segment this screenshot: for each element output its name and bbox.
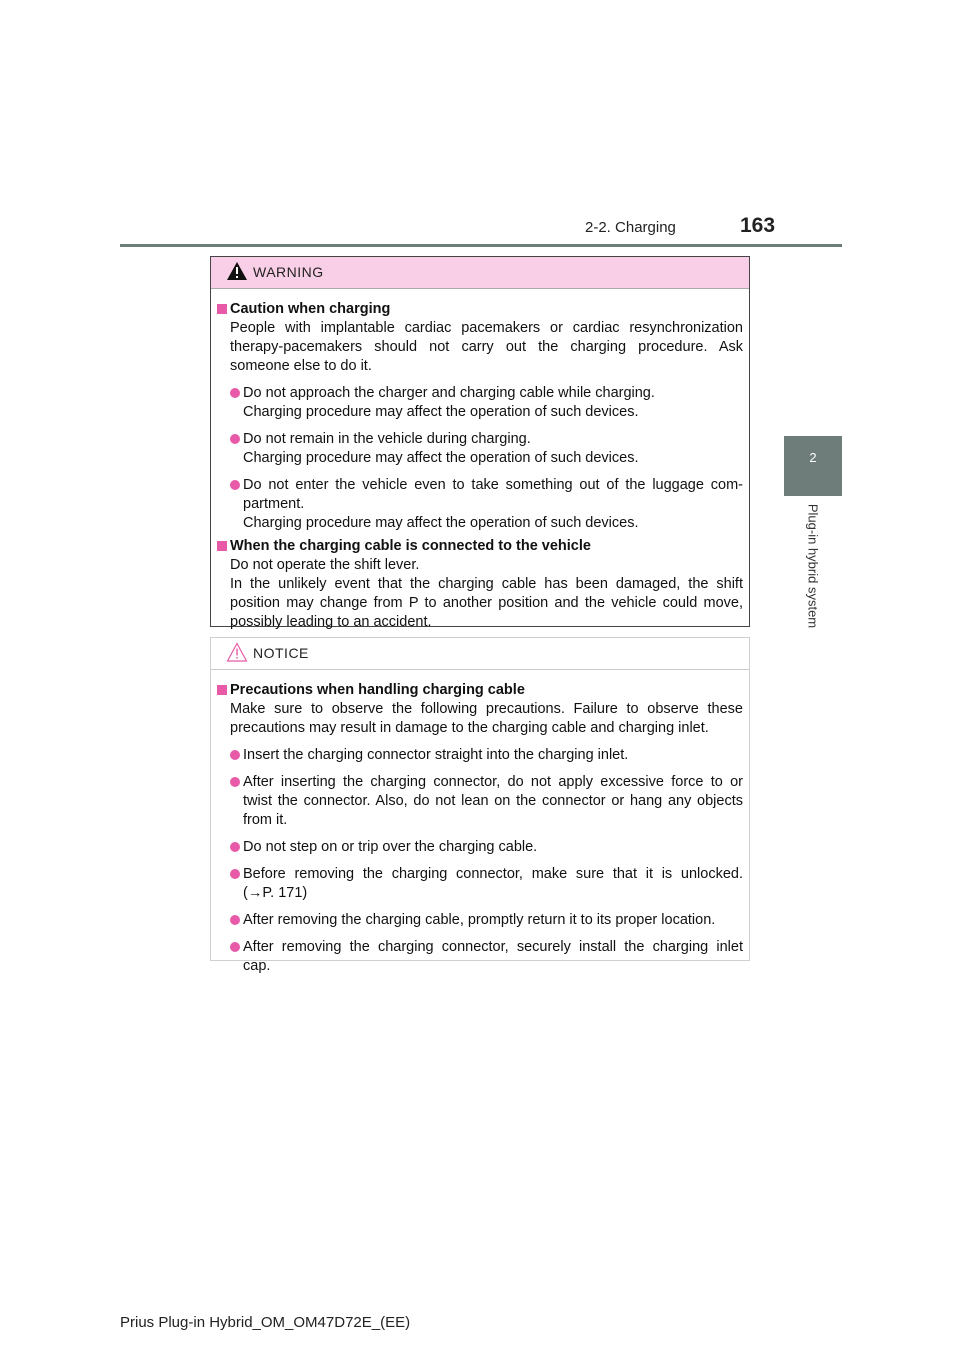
list-item: After removing the charging cable, promptly return it to its proper location. [217, 911, 743, 930]
round-bullet-icon [230, 777, 240, 787]
round-bullet-icon [230, 869, 240, 879]
notice-header [211, 638, 749, 670]
list-item: After inserting the charging connector, do not apply excessive force to or twist the connector. Also, do not lean on the connector or hang any objects from it. [217, 773, 743, 830]
warning-body [211, 289, 749, 632]
warning-triangle-icon [226, 261, 248, 281]
section-heading: Precautions when handling charging cable [217, 681, 743, 700]
list-item: Insert the charging connector straight into the charging inlet. [217, 746, 743, 765]
header-divider [120, 244, 842, 247]
list-item: Do not remain in the vehicle during charging. Charging procedure may affect the operation of such devices. [217, 430, 743, 468]
page-number: 163 [740, 214, 776, 237]
caution-triangle-icon [226, 642, 248, 662]
notice-body [211, 670, 749, 976]
section-paragraph: Do not operate the shift lever. In the unlikely event that the charging cable has been damaged, the shift position may change from P to another position and the vehicle could move, possibly leading to an accident. [230, 557, 743, 630]
section-paragraph: Make sure to observe the following precautions. Failure to observe these precautions may result in damage to the charging cable and charging inlet. [230, 701, 743, 736]
section-heading: Caution when charging [217, 300, 743, 319]
footer-doc-id: Prius Plug-in Hybrid_OM_OM47D72E_(EE) [120, 1314, 411, 1331]
section-heading: When the charging cable is connected to the vehicle [217, 537, 743, 556]
list-item: Do not step on or trip over the charging cable. [217, 838, 743, 857]
section-paragraph: People with implantable cardiac pacemakers or cardiac resynchronization therapy-pacemakers should not carry out the charging procedure. Ask someone else to do it. [230, 320, 743, 374]
notice-label: NOTICE [253, 645, 309, 661]
warning-label: WARNING [253, 264, 324, 280]
chapter-label: Plug-in hybrid system [805, 503, 821, 629]
square-bullet-icon [217, 685, 227, 695]
round-bullet-icon [230, 842, 240, 852]
square-bullet-icon [217, 541, 227, 551]
round-bullet-icon [230, 434, 240, 444]
chapter-tab: 2 [784, 436, 842, 496]
round-bullet-icon [230, 388, 240, 398]
warning-box [210, 256, 750, 630]
square-bullet-icon [217, 304, 227, 314]
warning-header [211, 257, 749, 289]
list-item: After removing the charging connector, securely install the charging inlet cap. [217, 938, 743, 976]
round-bullet-icon [230, 480, 240, 490]
round-bullet-icon [230, 942, 240, 952]
list-item: Before removing the charging connector, make sure that it is unlocked. (→P. 171) [217, 865, 743, 903]
section-title: 2-2. Charging [585, 219, 676, 236]
list-item: Do not approach the charger and charging cable while charging. Charging procedure may affect the operation of such devices. [217, 384, 743, 422]
page-reference-link[interactable]: (→P. 171) [243, 885, 308, 901]
notice-box [210, 637, 750, 974]
round-bullet-icon [230, 750, 240, 760]
list-item: Do not enter the vehicle even to take something out of the luggage com- partment. Charging procedure may affect the operation of such devices. [217, 476, 743, 533]
round-bullet-icon [230, 915, 240, 925]
